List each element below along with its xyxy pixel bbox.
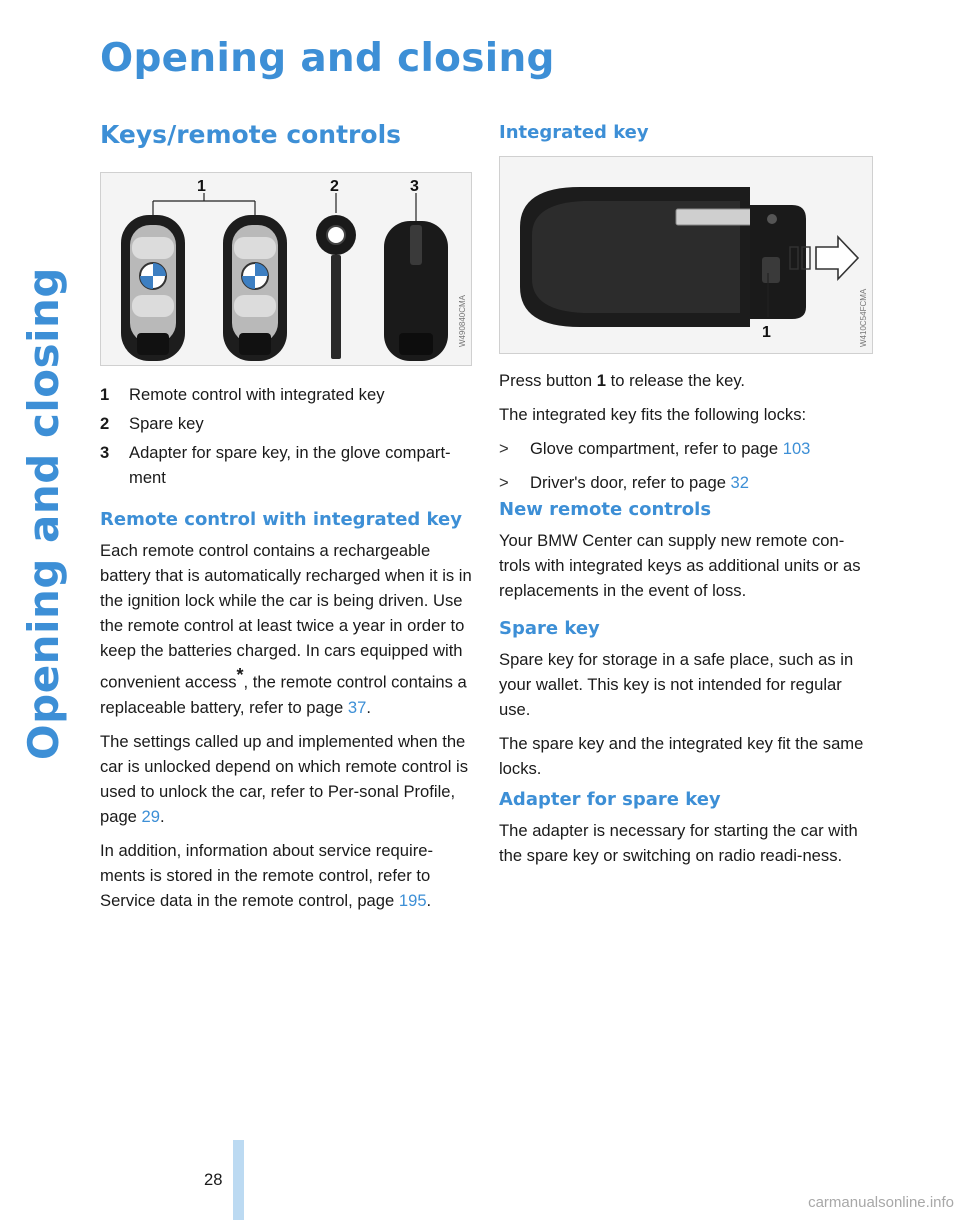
page-marker-bar xyxy=(233,1140,244,1220)
spare-key-paragraph-2: The spare key and the integrated key fit the same locks. xyxy=(499,734,864,778)
remote-key-1 xyxy=(121,215,185,361)
section-heading-keys: Keys/remote controls xyxy=(100,120,402,149)
new-remote-controls-heading: New remote controls xyxy=(499,499,712,520)
legend-text: Spare key xyxy=(129,414,204,433)
remote-control-section xyxy=(100,509,472,922)
new-remote-controls-section xyxy=(499,499,871,612)
remote-control-paragraph-3 xyxy=(100,838,472,913)
spare-key-paragraph-1: Spare key for storage in a safe place, such as in your wallet. This key is not intended for regular use. xyxy=(499,650,854,719)
page-number: 28 xyxy=(204,1170,223,1189)
spare-key-heading: Spare key xyxy=(499,618,600,639)
integrated-key-heading-wrap xyxy=(499,122,871,151)
remote-key-2 xyxy=(223,215,287,361)
figure-code-left: W490840CMA xyxy=(458,294,467,347)
lock-list-item xyxy=(499,436,871,461)
button-number: 1 xyxy=(596,371,607,390)
spare-key-section xyxy=(499,618,871,790)
callout-2: 2 xyxy=(330,178,339,195)
paragraph-text: The settings called up and implemented when the car is unlocked depend on which remote control is used to unlock the car, refer to Per-sonal Profile, page xyxy=(100,731,469,826)
paragraph-text: . xyxy=(366,697,371,717)
bullet-marker: > xyxy=(499,439,509,458)
remote-control-paragraph-1 xyxy=(100,538,472,720)
legend-text: Adapter for spare key, in the glove compart-ment xyxy=(129,443,451,487)
legend-item xyxy=(100,382,472,407)
sidebar-title-text: Opening and closing xyxy=(18,266,68,760)
key-legend xyxy=(100,382,472,494)
bullet-marker: > xyxy=(499,473,509,492)
integrated-key-section xyxy=(499,368,871,504)
page-link-37[interactable]: 37 xyxy=(347,697,367,717)
paragraph-text: Press button xyxy=(499,371,597,390)
page-link-103[interactable]: 103 xyxy=(782,439,811,458)
paragraph-text: , the remote control contains a replaceable battery, refer to page xyxy=(100,672,467,717)
integrated-key-paragraph-2: The integrated key fits the following locks: xyxy=(499,405,807,424)
figure-code-right: W410C54FCMA xyxy=(859,288,868,347)
integrated-key-figure xyxy=(499,156,873,354)
legend-item xyxy=(100,411,472,436)
page-link-32[interactable]: 32 xyxy=(730,473,750,492)
paragraph-text: . xyxy=(426,890,432,910)
key-adapter xyxy=(384,221,448,361)
paragraph-text: . xyxy=(160,806,165,826)
paragraph-text: Glove compartment, refer to page xyxy=(530,439,783,458)
page-link-195[interactable]: 195 xyxy=(398,890,427,910)
sidebar-chapter-title xyxy=(18,40,68,760)
optional-equipment-star: * xyxy=(236,665,244,685)
legend-text: Remote control with integrated key xyxy=(129,385,385,404)
paragraph-text: In addition, information about service require-ments is stored in the remote control, refer to Service data in the remote control, page xyxy=(100,840,433,910)
legend-number: 2 xyxy=(100,414,110,433)
integrated-key-heading: Integrated key xyxy=(499,122,649,143)
adapter-paragraph: The adapter is necessary for starting the car with the spare key or switching on radio readi-ness. xyxy=(499,821,858,865)
new-remote-controls-paragraph: Your BMW Center can supply new remote con-trols with integrated keys as additional units or as replacements in the event of loss. xyxy=(499,531,861,600)
paragraph-text: Driver's door, refer to page xyxy=(530,473,731,492)
adapter-section xyxy=(499,789,871,877)
legend-number: 3 xyxy=(100,443,110,462)
integrated-key-paragraph-1 xyxy=(499,368,871,393)
page-link-29[interactable]: 29 xyxy=(141,806,160,826)
adapter-heading: Adapter for spare key xyxy=(499,789,721,810)
keys-figure xyxy=(100,172,472,366)
paragraph-text: to release the key. xyxy=(606,371,745,390)
bullet-text xyxy=(530,436,810,461)
bullet-text xyxy=(530,470,749,495)
callout-3: 3 xyxy=(410,178,419,195)
callout-release-button: 1 xyxy=(762,324,771,341)
legend-number: 1 xyxy=(100,385,110,404)
keys-illustration xyxy=(101,173,472,366)
callout-1: 1 xyxy=(197,178,206,195)
integrated-key-illustration xyxy=(500,157,873,354)
paragraph-text: Each remote control contains a rechargeable battery that is automatically recharged when it is in the ignition lock while the car is being driven. Use the remote control at least twice a year in order to keep the batteries charged. In cars equipped with convenient access xyxy=(100,541,472,692)
lock-list-item xyxy=(499,470,871,495)
legend-item xyxy=(100,440,472,490)
remote-control-paragraph-2 xyxy=(100,729,472,829)
site-watermark: carmanualsonline.info xyxy=(808,1194,954,1211)
page-title: Opening and closing xyxy=(100,36,555,81)
remote-control-heading: Remote control with integrated key xyxy=(100,509,462,530)
